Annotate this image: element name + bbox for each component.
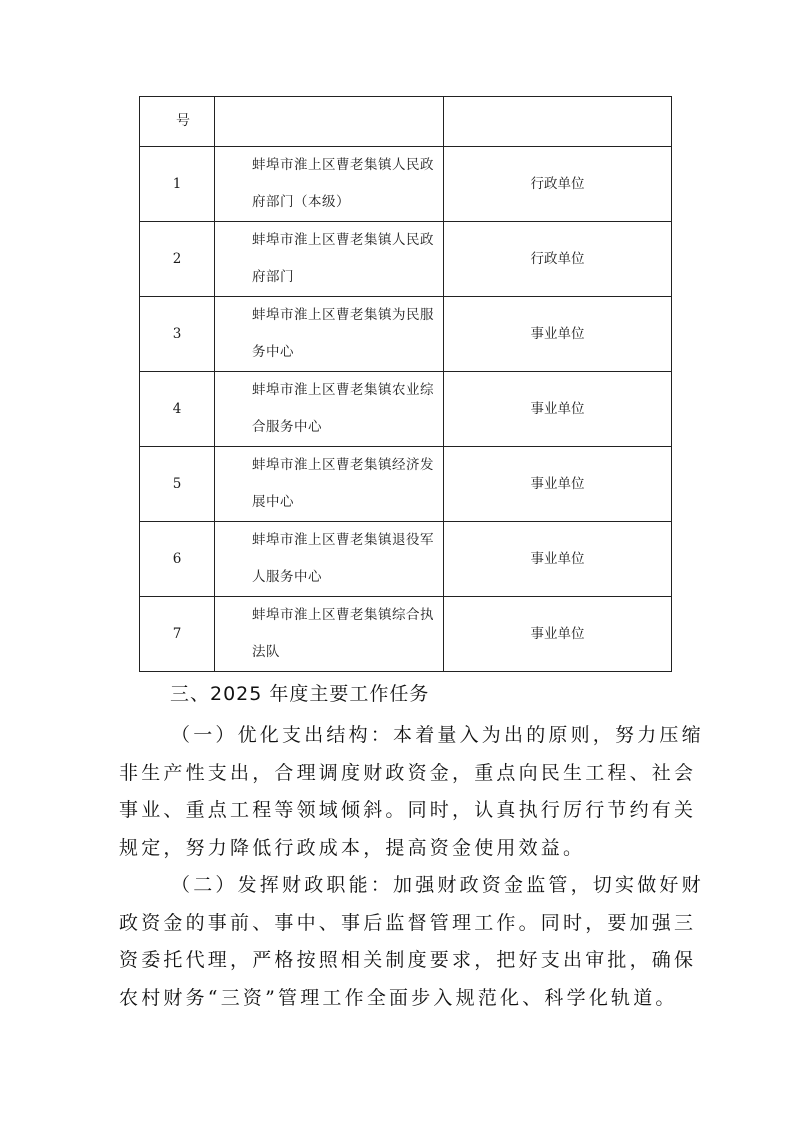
table-row	[140, 147, 672, 222]
paragraph-line: 政资金的事前、事中、事后监督管理工作。同时，要加强三	[119, 911, 697, 934]
table-row	[140, 222, 672, 297]
table-header-row	[140, 97, 672, 147]
row-unit-name-cell	[215, 372, 444, 447]
row-unit-name-cell	[215, 222, 444, 297]
row-unit-type: 行政单位	[444, 147, 672, 222]
table-row	[140, 522, 672, 597]
paragraph-line: 事业、重点工程等领域倾斜。同时，认真执行厉行节约有关	[119, 799, 697, 822]
unit-table	[139, 96, 672, 672]
row-unit-name-cell	[215, 447, 444, 522]
row-unit-name: 蚌埠市淮上区曹老集镇退役军人服务中心	[252, 532, 434, 585]
row-unit-name: 蚌埠市淮上区曹老集镇农业综合服务中心	[252, 382, 434, 435]
row-number: 7	[140, 597, 215, 672]
paragraph-optimize-spending	[119, 717, 704, 867]
row-unit-type: 事业单位	[444, 372, 672, 447]
paragraph-line: 农村财务“三资”管理工作全面步入规范化、科学化轨道。	[119, 986, 678, 1009]
paragraph-line: 资委托代理，严格按照相关制度要求，把好支出审批，确保	[119, 949, 697, 972]
row-number: 1	[140, 147, 215, 222]
row-unit-name: 蚌埠市淮上区曹老集镇综合执法队	[252, 607, 434, 660]
row-unit-type: 事业单位	[444, 522, 672, 597]
paragraph-line: （二）发挥财政职能：加强财政资金监管，切实做好财	[171, 874, 704, 896]
header-cell-no	[140, 97, 215, 147]
table-row	[140, 372, 672, 447]
row-number: 5	[140, 447, 215, 522]
row-unit-type: 事业单位	[444, 447, 672, 522]
unit-table-container	[139, 96, 668, 672]
row-unit-type: 行政单位	[444, 222, 672, 297]
row-unit-type: 事业单位	[444, 597, 672, 672]
row-unit-name: 蚌埠市淮上区曹老集镇经济发展中心	[252, 457, 434, 510]
row-unit-name: 蚌埠市淮上区曹老集镇为民服务中心	[252, 307, 434, 360]
paragraph-line: 非生产性支出，合理调度财政资金，重点向民生工程、社会	[119, 761, 697, 784]
row-unit-type: 事业单位	[444, 297, 672, 372]
header-cell-name	[215, 97, 444, 147]
paragraph-line: （一）优化支出结构：本着量入为出的原则，努力压缩	[171, 724, 704, 746]
paragraph-fiscal-functions	[119, 867, 704, 1017]
table-row	[140, 447, 672, 522]
header-no-label: 号	[176, 113, 190, 129]
table-row	[140, 297, 672, 372]
row-number: 2	[140, 222, 215, 297]
row-unit-name-cell	[215, 597, 444, 672]
row-unit-name-cell	[215, 522, 444, 597]
paragraph-line: 规定，努力降低行政成本，提高资金使用效益。	[119, 836, 586, 859]
table-row	[140, 597, 672, 672]
row-number: 6	[140, 522, 215, 597]
row-number: 3	[140, 297, 215, 372]
row-number: 4	[140, 372, 215, 447]
header-cell-type	[444, 97, 672, 147]
row-unit-name: 蚌埠市淮上区曹老集镇人民政府部门	[252, 232, 434, 285]
section-heading: 三、2025 年度主要工作任务	[170, 683, 430, 705]
row-unit-name-cell	[215, 297, 444, 372]
row-unit-name: 蚌埠市淮上区曹老集镇人民政府部门（本级）	[252, 157, 434, 210]
row-unit-name-cell	[215, 147, 444, 222]
